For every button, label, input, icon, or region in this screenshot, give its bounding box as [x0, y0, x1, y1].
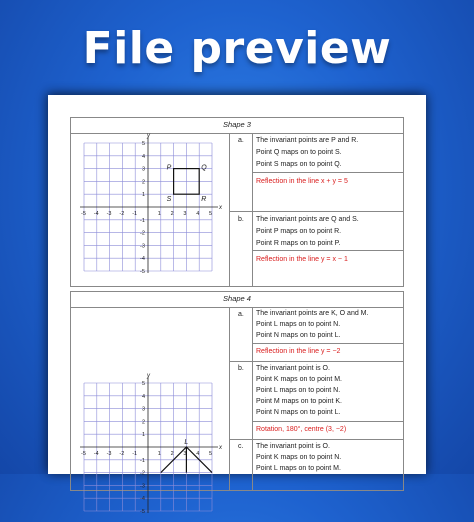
shape4-y-axis-label: y [147, 373, 150, 379]
shape3-y-tick-label: 4 [142, 153, 146, 160]
shape3-x-tick-label: -4 [93, 211, 99, 217]
shape3-point-p-label: P [166, 164, 172, 172]
shape3-x-tick-label: -1 [132, 211, 138, 217]
shape4-x-tick-label: 2 [170, 451, 174, 457]
shape3-x-axis-label: x [219, 205, 222, 211]
shape3-part-b-line-3: Point R maps on to point P. [256, 240, 341, 247]
shape4-x-tick-label: -2 [119, 451, 125, 457]
shape4-part-a-letter: a. [238, 311, 244, 318]
shape3-y-tick-label: 5 [142, 141, 146, 147]
shape4-y-tick-label: -3 [140, 483, 145, 490]
shape4-x-axis-label: x [219, 445, 222, 451]
shape4-part-b-line-1: The invariant point is O. [256, 365, 330, 372]
shape3-x-tick-label: 1 [157, 211, 161, 217]
shape4-y-tick-label: -2 [140, 470, 145, 477]
shape4-x-tick-label: -1 [132, 451, 138, 457]
shape4-grid [78, 373, 223, 522]
shape4-y-tick-label: 3 [142, 406, 146, 413]
shape4-part-b-letter: b. [238, 365, 244, 372]
shape4-x-tick-label: -3 [106, 451, 112, 457]
file-preview-banner: File preview [82, 23, 392, 74]
shape4-y-tick-label: -4 [140, 496, 145, 503]
shape3-grid [78, 133, 223, 282]
shape4-y-tick-label: 1 [142, 432, 146, 439]
shape4-part-a-answer: Reflection in the line y = −2 [256, 348, 341, 355]
shape4-y-tick-label: -1 [140, 457, 145, 464]
shape4-part-b-line-2: Point K maps on to point M. [256, 376, 342, 383]
shape4-part-c-line-2: Point K maps on to point N. [256, 454, 342, 461]
shape4-part-a-line-3: Point N maps on to point L. [256, 332, 341, 339]
shape3-y-tick-label: 1 [142, 192, 146, 199]
shape3-y-tick-label: 3 [142, 166, 146, 173]
shape3-part-b-answer: Reflection in the line y = x − 1 [256, 256, 348, 263]
shape3-point-r-label: R [201, 196, 207, 204]
shape3-part-a-line-2: Point Q maps on to point S. [256, 149, 342, 156]
shape3-x-tick-label: 2 [170, 211, 174, 217]
shape3-title: Shape 3 [223, 120, 251, 129]
shape4-y-tick-label: -5 [140, 509, 145, 515]
shape3-y-tick-label: -5 [140, 269, 145, 275]
shape3-y-tick-label: -1 [140, 217, 145, 224]
shape3-y-tick-label: 2 [142, 179, 146, 186]
shape3-part-a-line-1: The invariant points are P and R. [256, 137, 359, 144]
shape3-x-tick-label: -3 [106, 211, 112, 217]
shape4-x-tick-label: 4 [196, 451, 200, 457]
shape4-x-tick-label: -4 [93, 451, 99, 457]
shape4-x-tick-label: 1 [157, 451, 161, 457]
shape4-part-b-line-5: Point N maps on to point L. [256, 409, 341, 416]
shape4-part-c-line-1: The invariant point is O. [256, 443, 330, 450]
shape3-part-b-line-2: Point P maps on to point R. [256, 228, 342, 235]
shape4-part-b-line-4: Point M maps on to point K. [256, 398, 342, 405]
worksheet-page [48, 95, 426, 515]
shape4-part-a-line-2: Point L maps on to point N. [256, 321, 341, 328]
shape4-title: Shape 4 [223, 294, 251, 303]
shape3-part-b-letter: b. [238, 216, 244, 223]
shape4-y-tick-label: 5 [142, 381, 146, 387]
shape3-x-tick-label: -5 [81, 211, 86, 217]
shape3-y-tick-label: -2 [140, 230, 145, 237]
shape3-y-tick-label: -4 [140, 256, 145, 263]
shape3-point-s-label: S [166, 196, 172, 204]
shape4-x-tick-label: 3 [183, 451, 187, 457]
shape3-part-b-line-1: The invariant points are Q and S. [256, 216, 359, 223]
shape3-x-tick-label: 5 [209, 211, 213, 217]
shape3-y-tick-label: -3 [140, 243, 145, 250]
shape3-part-a-letter: a. [238, 137, 244, 144]
shape4-part-b-answer: Rotation, 180°, centre (3, −2) [256, 426, 347, 433]
shape4-y-tick-label: 4 [142, 393, 146, 400]
shape4-part-c-line-3: Point L maps on to point M. [256, 465, 341, 472]
shape3-x-tick-label: 3 [183, 211, 187, 217]
shape4-part-b-line-3: Point L maps on to point N. [256, 387, 341, 394]
shape4-part-a-line-1: The invariant points are K, O and M. [256, 310, 369, 317]
shape4-part-c-letter: c. [238, 443, 244, 450]
shape3-part-a-line-3: Point S maps on to point Q. [256, 161, 342, 168]
shape3-x-tick-label: -2 [119, 211, 125, 217]
shape4-x-tick-label: 5 [209, 451, 213, 457]
shape4-y-tick-label: 2 [142, 419, 146, 426]
shape3-part-a-answer: Reflection in the line x + y = 5 [256, 178, 348, 185]
shape3-x-tick-label: 4 [196, 211, 200, 217]
shape3-y-axis-label: y [147, 133, 150, 139]
shape3-point-q-label: Q [201, 164, 207, 172]
shape4-point-l-label: L [184, 439, 189, 446]
shape4-x-tick-label: -5 [81, 451, 86, 457]
